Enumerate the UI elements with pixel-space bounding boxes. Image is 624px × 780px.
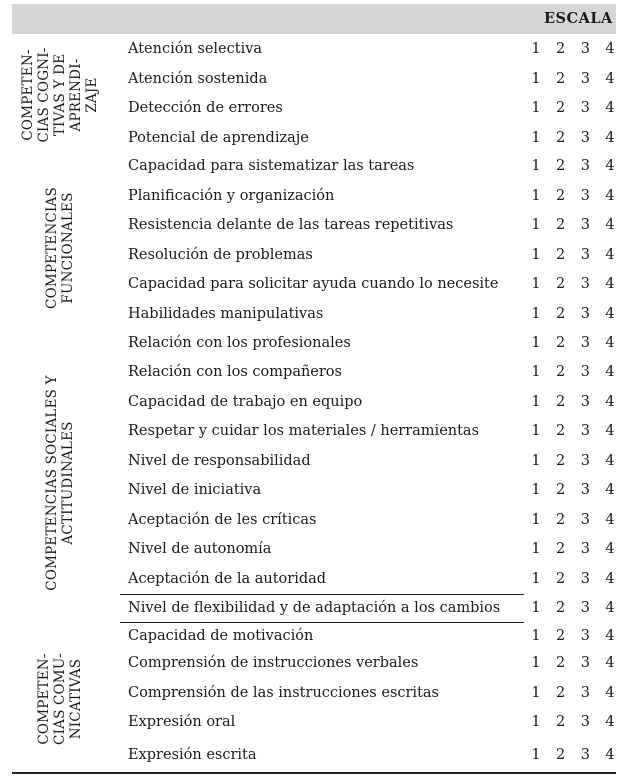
rating-scale [530,685,616,701]
rating-scale [530,188,616,204]
scale-header: ESCALA [544,10,613,27]
rating-scale [530,100,616,116]
scale-value: 1 [531,714,541,730]
scale-value: 2 [556,158,566,174]
rating-scale [530,747,616,763]
scale-value: 1 [531,130,541,146]
scale-value: 1 [531,571,541,587]
scale-value: 1 [531,41,541,57]
scale-value: 3 [580,571,590,587]
scale-value: 2 [556,747,566,763]
scale-value: 1 [531,394,541,410]
scale-value: 2 [556,453,566,469]
scale-value: 4 [605,482,615,498]
rating-scale [530,600,616,616]
scale-value: 1 [531,685,541,701]
rating-scale [530,512,616,528]
scale-value: 1 [531,541,541,557]
scale-value: 4 [605,685,615,701]
scale-value: 3 [580,512,590,528]
item-label: Comprensión de las instrucciones escritas [128,685,439,701]
scale-value: 2 [556,364,566,380]
scale-value: 2 [556,714,566,730]
scale-value: 1 [531,335,541,351]
scale-value: 3 [580,394,590,410]
scale-value: 3 [580,335,590,351]
scale-value: 2 [556,130,566,146]
scale-value: 3 [580,217,590,233]
rating-scale [530,453,616,469]
scale-value: 4 [605,217,615,233]
scale-value: 1 [531,158,541,174]
cat-sociales [12,340,108,626]
item-label: Habilidades manipulativas [128,306,324,322]
item-label: Atención selectiva [128,41,263,57]
item-label: Relación con los compañeros [128,364,342,380]
item-label: Capacidad para sistematizar las tareas [128,158,415,174]
scale-value: 4 [605,453,615,469]
scale-value: 2 [556,217,566,233]
scale-value: 2 [556,628,566,644]
scale-value: 1 [531,453,541,469]
scale-value: 4 [605,335,615,351]
scale-value: 3 [580,453,590,469]
scale-value: 1 [531,628,541,644]
rating-scale [530,247,616,263]
scale-value: 4 [605,100,615,116]
scale-value: 2 [556,600,566,616]
item-label: Nivel de flexibilidad y de adaptación a los cambios [128,600,501,616]
scale-value: 2 [556,394,566,410]
scale-value: 3 [580,130,590,146]
scale-value: 4 [605,747,615,763]
scale-value: 3 [580,41,590,57]
scale-value: 3 [580,423,590,439]
scale-value: 1 [531,423,541,439]
item-label: Detección de errores [128,100,283,116]
scale-value: 2 [556,306,566,322]
scale-value: 2 [556,335,566,351]
rating-scale [530,571,616,587]
scale-value: 1 [531,482,541,498]
row-divider [120,594,524,595]
scale-value: 4 [605,541,615,557]
rating-scale [530,541,616,557]
scale-value: 3 [580,685,590,701]
scale-value: 1 [531,306,541,322]
scale-value: 2 [556,188,566,204]
scale-value: 3 [580,158,590,174]
rating-scale [530,655,616,671]
scale-value: 3 [580,600,590,616]
item-label: Relación con los profesionales [128,335,351,351]
cat-funcionales [12,156,108,340]
bottom-rule [12,772,616,774]
scale-value: 3 [580,306,590,322]
scale-value: 3 [580,714,590,730]
scale-value: 2 [556,276,566,292]
item-label: Aceptación de la autoridad [128,571,327,587]
rating-scale [530,364,616,380]
item-label: Nivel de autonomía [128,541,272,557]
scale-value: 3 [580,100,590,116]
item-label: Comprensión de instrucciones verbales [128,655,419,671]
scale-value: 2 [556,423,566,439]
item-label: Atención sostenida [128,71,268,87]
rating-scale [530,71,616,87]
scale-value: 3 [580,276,590,292]
scale-value: 3 [580,747,590,763]
category-label: COMPETENCIAS SOCIALES Y ACTITUDINALES [44,375,76,591]
rating-scale [530,158,616,174]
item-label: Nivel de iniciativa [128,482,262,498]
scale-value: 3 [580,247,590,263]
scale-value: 4 [605,394,615,410]
item-label: Expresión escrita [128,747,257,763]
rating-scale [530,423,616,439]
scale-value: 1 [531,276,541,292]
item-label: Planificación y organización [128,188,335,204]
cat-comunicativas [12,628,108,770]
rating-scale [530,482,616,498]
scale-value: 1 [531,364,541,380]
item-label: Resolución de problemas [128,247,313,263]
scale-value: 3 [580,655,590,671]
category-label: COMPETEN- CIAS COMU- NICATIVAS [36,653,84,745]
scale-value: 4 [605,71,615,87]
scale-value: 1 [531,217,541,233]
header-bar [12,4,616,34]
scale-value: 4 [605,600,615,616]
row-divider [120,622,524,623]
scale-value: 1 [531,600,541,616]
scale-value: 4 [605,276,615,292]
item-label: Capacidad de motivación [128,628,314,644]
scale-value: 2 [556,512,566,528]
rating-scale [530,628,616,644]
scale-value: 4 [605,714,615,730]
rating-scale [530,217,616,233]
scale-value: 2 [556,71,566,87]
scale-value: 3 [580,364,590,380]
scale-value: 4 [605,512,615,528]
scale-value: 4 [605,364,615,380]
scale-value: 1 [531,71,541,87]
scale-value: 2 [556,655,566,671]
scale-value: 2 [556,100,566,116]
scale-value: 4 [605,571,615,587]
rating-scale [530,394,616,410]
scale-value: 4 [605,306,615,322]
scale-value: 2 [556,571,566,587]
rating-scale [530,41,616,57]
item-label: Aceptación de les críticas [128,512,317,528]
scale-value: 3 [580,71,590,87]
item-label: Capacidad para solicitar ayuda cuando lo necesite [128,276,499,292]
cat-cognitivas [12,36,108,154]
scale-value: 2 [556,482,566,498]
scale-value: 2 [556,685,566,701]
scale-value: 1 [531,188,541,204]
scale-value: 4 [605,247,615,263]
scale-value: 1 [531,655,541,671]
scale-value: 4 [605,41,615,57]
item-label: Capacidad de trabajo en equipo [128,394,363,410]
scale-value: 4 [605,188,615,204]
scale-value: 4 [605,655,615,671]
category-label: COMPETEN- CIAS COGNI- TIVAS Y DE APRENDI- ZAJE [20,47,100,143]
scale-value: 1 [531,747,541,763]
scale-value: 2 [556,41,566,57]
item-label: Resistencia delante de las tareas repetitivas [128,217,454,233]
item-label: Respetar y cuidar los materiales / herramientas [128,423,480,439]
rating-scale [530,335,616,351]
scale-value: 4 [605,158,615,174]
scale-value: 1 [531,247,541,263]
scale-value: 1 [531,512,541,528]
scale-value: 2 [556,541,566,557]
category-label: COMPETENCIAS FUNCIONALES [44,187,76,309]
item-label: Nivel de responsabilidad [128,453,311,469]
scale-value: 3 [580,541,590,557]
scale-value: 4 [605,628,615,644]
rating-scale [530,714,616,730]
scale-value: 2 [556,247,566,263]
scale-value: 3 [580,188,590,204]
item-label: Expresión oral [128,714,236,730]
scale-value: 3 [580,482,590,498]
rating-scale [530,306,616,322]
scale-value: 4 [605,130,615,146]
scale-value: 3 [580,628,590,644]
scale-value: 1 [531,100,541,116]
scale-value: 4 [605,423,615,439]
rating-scale [530,130,616,146]
item-label: Potencial de aprendizaje [128,130,309,146]
rating-scale [530,276,616,292]
